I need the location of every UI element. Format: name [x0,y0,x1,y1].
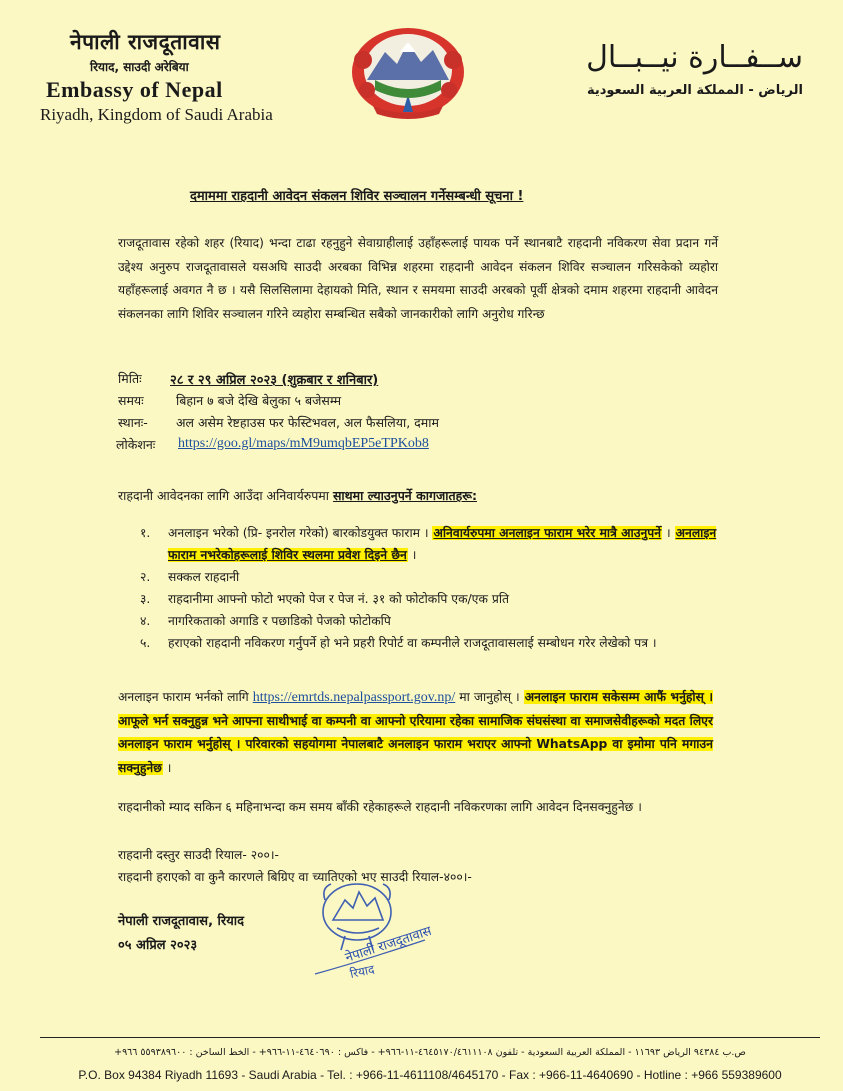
list-item-number: ४. [140,614,151,628]
detail-value-venue: अल असेम रेष्टहाउस फर फेस्टिभवल, अल फैसलिया, दमाम [176,415,439,430]
highlighted-warning: अनलाइन फाराम नभरेकोहरूलाई शिविर स्थलमा प्रवेश दिइने छैन [168,526,717,562]
passport-portal-link[interactable]: https://emrtds.nepalpassport.gov.np/ [252,690,456,705]
online-prefix: अनलाइन फाराम भर्नको लागि [118,690,253,704]
arabic-embassy-location: الرياض - المملكة العربية السعودية [586,83,803,98]
online-end: । [162,760,172,775]
nepali-embassy-name: नेपाली राजदूतावास [70,30,221,54]
stamp-line-2: रियाद [348,962,376,981]
validity-note: राहदानीको म्याद सकिन ६ महिनाभन्दा कम समय बाँकी रहेकाहरूले राहदानी नविकरणका लागि आवेदन दिनसक्नुहुनेछ । [118,800,642,814]
signature-block [118,910,244,958]
nepal-emblem-icon [345,20,471,120]
list-item-number: २. [140,570,151,584]
notice-subject: दमाममा राहदानी आवेदन संकलन शिविर सञ्चालन गर्नेसम्बन्धी सूचना ! [190,189,524,204]
online-after-link: मा जानुहोस् । [455,690,524,704]
documents-list [140,522,720,654]
list-item-number: ३. [140,592,151,606]
footer-english-contact: P.O. Box 94384 Riyadh 11693 - Saudi Arabia - Tel. : +966-11-4611108/4645170 - Fax : +966-11-4640690 - Hotline : +966 559389600 [78,1068,782,1082]
list-item [140,566,720,588]
fee-lost-damaged: राहदानी हराएको वा कुनै कारणले बिग्रिए वा च्यातिएको भए साउदी रियाल-४००।- [118,870,472,884]
intro-paragraph: राजदूतावास रहेको शहर (रियाद) भन्दा टाढा रहनुहुने सेवाग्राहीलाई उहाँहरूलाई पायक पर्ने स्थानबाटै राहदानी नविकरण सेवा प्रदान गर्ने उद्देश्य अनुरुप राजदूतावासले यसअघि साउदी अरबका विभिन्न शहरमा राहदानी आवेदन संकलन शिविर सञ्चालन गरिसकेको व्यहोरा यहाँहरूलाई अवगत नै छ । यसै सिलसिलामा देहायको मिति, स्थान र समयमा साउदी अरबको पूर्वी क्षेत्रको दमाम शहरमा राहदानी आवेदन संकलनका लागि शिविर सञ्चालन गरिने व्यहोरा सम्बन्धित सबैको जानकारीको लागि अनुरोध गरिन्छ [118,236,718,321]
location-map-link[interactable]: https://goo.gl/maps/mM9umqbEP5eTPKob8 [178,436,429,451]
signature-office: नेपाली राजदूतावास, रियाद [118,914,245,929]
detail-label: स्थानः- [118,415,148,430]
documents-heading-emphasis: साथमा ल्याउनुपर्ने कागजातहरू: [332,488,477,503]
nepali-embassy-location: रियाद, साउदी अरेबिया [90,60,189,74]
detail-value-time: बिहान ७ बजे देखि बेलुका ५ बजेसम्म [176,393,342,408]
detail-label: मितिः [118,371,142,386]
list-item-separator: । [662,526,675,540]
detail-label: समयः [118,393,144,408]
list-item-number: १. [140,526,151,540]
documents-heading [118,487,477,504]
signature-date: ०५ अप्रिल २०२३ [118,938,198,953]
list-item [140,588,720,610]
list-item-text: अनलाइन भरेको (प्रि- इनरोल गरेको) बारकोडयुक्त फाराम । [168,526,433,540]
list-item-text: सक्कल राहदानी [168,570,240,584]
list-item [140,632,720,654]
arabic-embassy-name: ســفــارة نيــبــال [586,40,803,75]
header-right [553,40,803,98]
detail-label: लोकेशनः [116,437,156,452]
list-item-text: हराएको राहदानी नविकरण गर्नुपर्ने हो भने प्रहरी रिपोर्ट वा कम्पनीले राजदूतावासलाई सम्बोधन गरेर लेखेको पत्र । [168,636,657,650]
embassy-stamp-icon [285,870,435,990]
list-item [140,610,720,632]
list-item [140,522,720,566]
highlighted-online-instructions: अनलाइन फाराम सकेसम्म आफैं भर्नुहोस् । आफूले भर्न सक्नुहुन्न भने आफ्ना साथीभाई वा कम्पनी वा आफ्नो एरियामा रहेका सामाजिक संघसंस्था वा समाजसेवीहरूको मदत लिएर अनलाइन फाराम भर्नुहोस् । परिवारको सहयोगमा नेपालबाटै अनलाइन फाराम भराएर आफ्नो WhatsApp वा इमोमा पनि मगाउन सक्नुहुनेछ [118,690,713,775]
fee-standard: राहदानी दस्तुर साउदी रियाल- २००।- [118,848,279,862]
list-item-number: ५. [140,636,151,650]
header-left [40,28,340,125]
stamp-line-1: नेपाली राजदूतावास [343,923,434,966]
english-embassy-name: Embassy of Nepal [46,77,223,102]
footer-arabic-contact: ص.ب ٩٤٣٨٤ الرياض ١١٦٩٣ - المملكة العربية السعودية - تلفون ٤٦٤٥١٧٠/٤٦١١١٠٨-١١-٩٦٦+ - فاكس : ٤٦٤٠٦٩٠-١١-٩٦٦+ - الخط الساخن : ٥٥٩٣٨٩٦٠٠ ٩٦٦+ [114,1047,746,1058]
detail-value-date: २८ र २९ अप्रिल २०२३ (शुक्रबार र शनिबार) [170,373,379,388]
list-item-text: राहदानीमा आफ्नो फोटो भएको पेज र पेज नं. ३१ को फोटोकपि एक/एक प्रति [168,592,510,606]
english-embassy-location: Riyadh, Kingdom of Saudi Arabia [40,105,273,124]
list-item-text: नागरिकताको अगाडि र पछाडिको पेजको फोटोकपि [168,614,391,628]
list-item-end: । [407,548,417,562]
highlighted-requirement: अनिवार्यरुपमा अनलाइन फाराम भरेर मात्रै आउनुपर्ने [433,526,662,540]
documents-heading-prefix: राहदानी आवेदनका लागि आउँदा अनिवार्यरुपमा [118,488,333,503]
online-form-paragraph [118,686,713,780]
footer-divider [40,1037,820,1038]
